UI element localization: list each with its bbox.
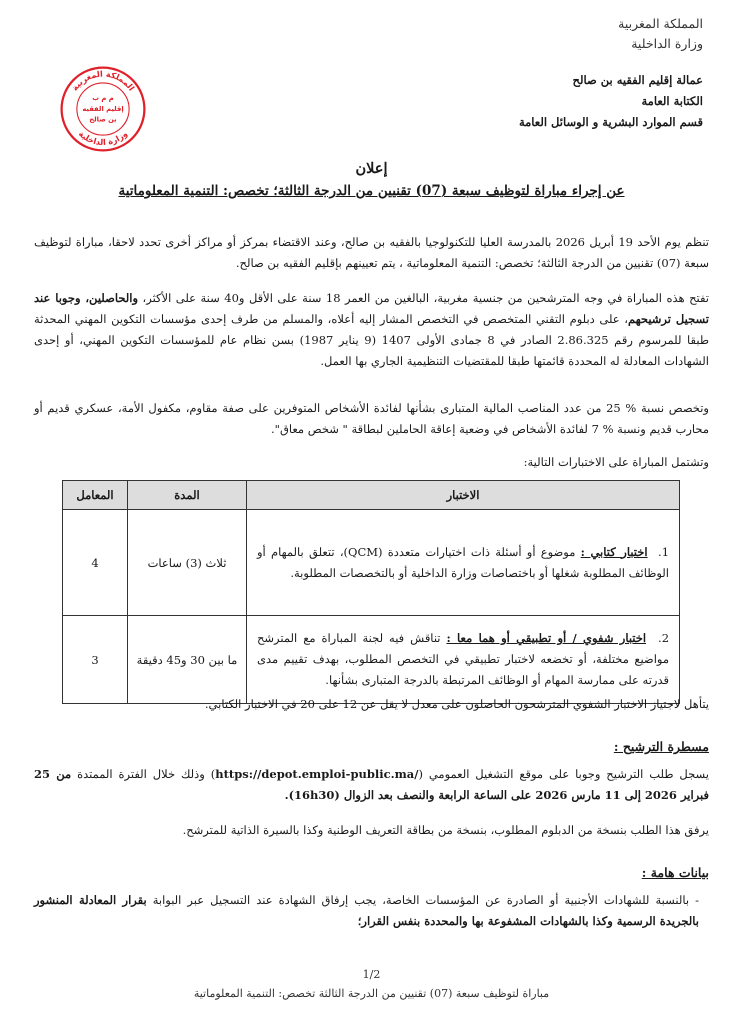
exam-cell: [247, 616, 680, 704]
application-text-a: يسجل طلب الترشيح وجوبا على موقع التشغيل العمومي (: [418, 767, 709, 781]
exams-table: [62, 480, 680, 704]
division-name: قسم الموارد البشرية و الوسائل العامة: [518, 115, 703, 129]
official-stamp: [58, 64, 148, 154]
subject-prefix: عن إجراء مباراة لتوظيف سبعة (07) تقنيين من الدرجة الثالثة؛ تخصص:: [218, 183, 625, 199]
exam-coef: 4: [63, 510, 128, 616]
exam-description: موضوع أو أسئلة ذات اختيارات متعددة (QCM)، تتعلق بالمهام أو الوظائف المطلوبة شغلها أو باختصاصات وزارة الداخلية أو بالتخصصات المطلوبة.: [257, 544, 669, 580]
table-header-row: [63, 481, 680, 510]
secretariat-name: الكتابة العامة: [641, 94, 703, 108]
exam-title: اختبار كتابي :: [580, 544, 648, 559]
paragraph-intro: تنظم يوم الأحد 19 أبريل 2026 بالمدرسة العليا للتكنولوجيا بالفقيه بن صالح، وعند الاقتضاء بمركز أو مراكز أخرى تحدد لاحقا، مباراة لتوظيف سبعة (07) تقنيين من الدرجة الثالثة؛ تخصص: التنمية المعلوماتية ، يتم تعيينهم بإقليم الفقيه بن صالح.: [34, 235, 709, 270]
application-heading-text: مسطرة الترشيح :: [613, 739, 709, 754]
application-deadline: من 25 فبراير 2026 إلى 11 مارس 2026 على الساعة الرابعة والنصف بعد الزوال (16h30).: [34, 767, 709, 802]
exam-duration: ما بين 30 و45 دقيقة: [128, 616, 247, 704]
paragraph-exams-intro: وتشتمل المباراة على الاختبارات التالية:: [523, 455, 709, 469]
application-url-link[interactable]: https://depot.emploi-public.ma/: [215, 767, 419, 781]
header-coef: المعامل: [63, 481, 128, 510]
exam-description: تناقش فيه لجنة المباراة مع المترشح مواضيع مختلفة، أو تخضعه لاختبار تطبيقي في التخصص المطلوب، بهدف تقييم مدى قدرته على ممارسة المهام أو الوظائف المرتبطة بالدرجة المتبارى بشأنها.: [257, 631, 669, 687]
exam-cell: [247, 510, 680, 616]
stamp-line-1: م م ب: [92, 94, 114, 102]
application-text-b: ) وذلك خلال الفترة الممتدة: [71, 767, 216, 781]
table-row: [63, 510, 680, 616]
eligibility-text-a: تفتح هذه المباراة في وجه المترشحين من جنسية مغربية، البالغين من العمر 18 سنة على الأقل و40 سنة على الأكثر،: [138, 291, 709, 305]
notes-bullet: [34, 890, 699, 932]
exam-coef: 3: [63, 616, 128, 704]
application-attachments: يرفق هذا الطلب بنسخة من الدبلوم المطلوب، بنسخة من بطاقة التعريف الوطنية وكذا بالسيرة الذاتية للمترشح.: [182, 823, 709, 837]
notes-heading: [34, 862, 709, 884]
eligibility-text-c: ، على دبلوم التقني المتخصص في التخصص المشار إليه أعلاه، والمسلم من طرف إحدى مؤسسات التكوين المهني المحدثة طبقا للمرسوم رقم 2.86.325 الصادر في 8 جمادى الأولى 1407 (9 يناير 1987) بسن نظام عام للمؤسسات التكوين المهني، أو إحدى الشهادات المعادلة له المحددة قائمتها طبقا للمقتضيات التنظيمية الجاري بها العمل.: [34, 312, 709, 368]
ministry-name: وزارة الداخلية: [631, 36, 703, 51]
application-heading: [34, 736, 709, 758]
announcement-title: إعلان: [355, 160, 388, 177]
announcement-subject: [0, 183, 743, 199]
notes-bullet-text-a: بالنسبة للشهادات الأجنبية أو الصادرة عن المؤسسات الخاصة، يجب إرفاق الشهادة عند التسجيل عبر البوابة: [146, 893, 690, 907]
exam-number: 2.: [658, 631, 670, 645]
eligibility-text-bold: والحاصلين، وجوبا عند تسجيل ترشيحهم: [34, 291, 709, 326]
application-paragraph: [34, 764, 709, 806]
paragraph-eligibility: [34, 288, 709, 372]
notes-heading-text: بيانات هامة :: [641, 865, 709, 880]
header-kingdom-block: [618, 14, 703, 54]
subject-specialty: التنمية المعلوماتية: [118, 183, 219, 199]
province-name: عمالة إقليم الفقيه بن صالح: [572, 73, 703, 87]
stamp-line-2: إقليم الفقيه: [82, 104, 124, 113]
header-exam: الاختبار: [247, 481, 680, 510]
notes-bullet-text-bold: بقرار المعادلة المنشور بالجريدة الرسمية وكذا بالشهادات المشفوعة بها والمحددة بنفس القرار؛: [34, 893, 699, 928]
exam-duration: ثلاث (3) ساعات: [128, 510, 247, 616]
stamp-outer-top: المملكة المغربية: [69, 68, 137, 93]
header-duration: المدة: [128, 481, 247, 510]
table-row: [63, 616, 680, 704]
paragraph-qualification: يتأهل لاجتياز الاختبار الشفوي المترشحون الحاصلون على معدل لا يقل عن 12 على 20 في الاختبار الكتابي.: [204, 697, 709, 711]
header-admin-block: [519, 70, 703, 133]
stamp-line-3: بن صالح: [89, 115, 117, 124]
stamp-outer-bottom: وزارة الداخلية: [76, 128, 130, 148]
exam-number: 1.: [658, 544, 670, 559]
exam-title: اختبار شفوي / أو تطبيقي أو هما معا :: [446, 631, 647, 645]
kingdom-name: المملكة المغربية: [618, 16, 703, 31]
footer-page-number: 1/2: [362, 968, 381, 981]
footer-title: مباراة لتوظيف سبعة (07) تقنيين من الدرجة الثالثة تخصص: التنمية المعلوماتية: [193, 987, 550, 1000]
paragraph-quota: وتخصص نسبة % 25 من عدد المناصب المالية المتبارى بشأنها لفائدة الأشخاص المتوفرين على صفة مقاوم، مكفول الأمة، عسكري قديم أو محارب قديم ونسبة % 7 لفائدة الأشخاص في وضعية إعاقة الحاملين لبطاقة " شخص معاق".: [34, 401, 709, 436]
